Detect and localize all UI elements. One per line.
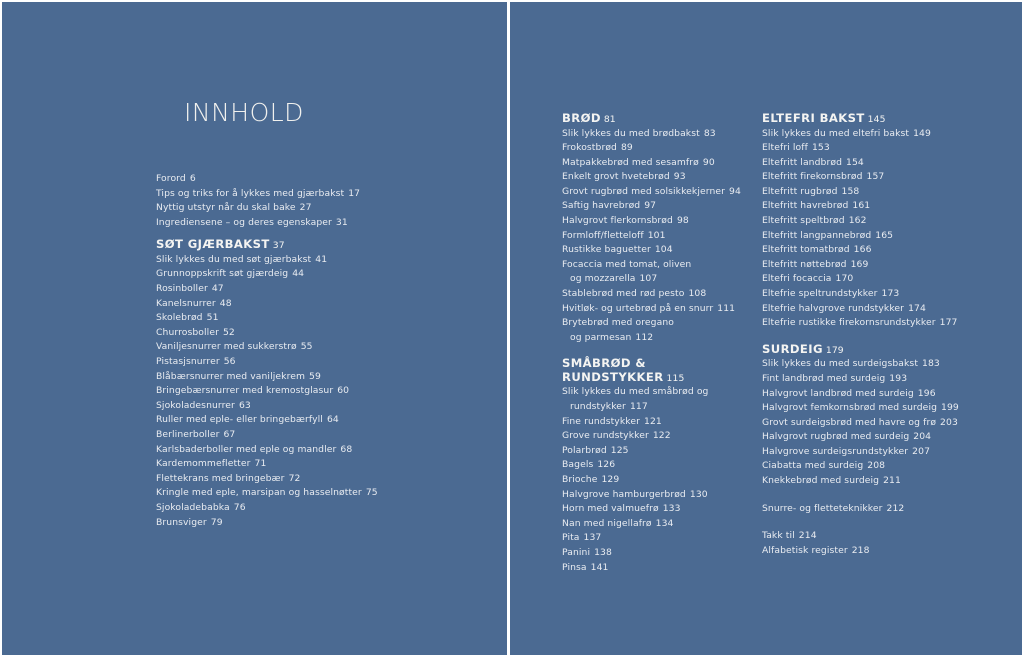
toc-entry-page: 207 bbox=[912, 445, 931, 457]
toc-entry-page: 41 bbox=[315, 253, 328, 265]
toc-entry bbox=[762, 387, 977, 402]
toc-entry-page: 56 bbox=[223, 356, 236, 368]
toc-entry-label: Eltefritt nøttebrød bbox=[762, 258, 847, 270]
toc-entry-label: Sjokoladesnurrer bbox=[156, 399, 235, 411]
toc-entry-label: Eltefrie speltrundstykker bbox=[762, 288, 878, 300]
toc-entry-label: Halvgrovt rugbrød med surdeig bbox=[762, 431, 910, 443]
toc-entry bbox=[762, 459, 977, 474]
toc-entry-label: Rustikke baguetter bbox=[562, 244, 651, 256]
section-heading-page: 37 bbox=[272, 240, 285, 252]
toc-entry-page: 108 bbox=[688, 288, 707, 300]
toc-entry-page: 89 bbox=[620, 142, 633, 154]
toc-entry-label: Slik lykkes du med brødbakst bbox=[562, 127, 700, 139]
toc-entry-page: 64 bbox=[326, 414, 339, 426]
toc-entry-page: 170 bbox=[835, 273, 854, 285]
toc-entry-label: Flettekrans med bringebær bbox=[156, 472, 285, 484]
toc-entry bbox=[762, 502, 977, 517]
toc-entry-page: 55 bbox=[300, 341, 313, 353]
extras-list bbox=[762, 502, 977, 517]
toc-entry-label: Tips og triks for å lykkes med gjærbakst bbox=[156, 187, 345, 199]
toc-entry bbox=[156, 399, 456, 414]
section-heading-text: SURDEIG bbox=[762, 341, 823, 356]
surdeig-list bbox=[762, 357, 977, 488]
toc-entry bbox=[762, 544, 977, 559]
toc-entry-label: Slik lykkes du med småbrød og bbox=[562, 386, 709, 398]
toc-entry bbox=[762, 272, 977, 287]
toc-entry-page: 204 bbox=[913, 431, 932, 443]
toc-entry bbox=[562, 385, 752, 414]
toc-entry-label: Matpakkebrød med sesamfrø bbox=[562, 156, 699, 168]
toc-entry bbox=[156, 413, 456, 428]
toc-entry-label: Halvgrove hamburgerbrød bbox=[562, 488, 686, 500]
closing-list bbox=[762, 529, 977, 558]
toc-entry bbox=[562, 531, 752, 546]
toc-entry-page: 67 bbox=[223, 429, 236, 440]
section-heading-page: 145 bbox=[867, 114, 886, 125]
toc-entry-page: 112 bbox=[635, 331, 654, 343]
toc-entry-page: 203 bbox=[940, 416, 958, 428]
toc-entry-label: Blåbærsnurrer med vaniljekrem bbox=[156, 370, 306, 382]
toc-entry bbox=[562, 316, 752, 345]
toc-entry bbox=[156, 267, 456, 282]
toc-entry-page: 212 bbox=[886, 502, 905, 514]
toc-entry-label: Fint landbrød med surdeig bbox=[762, 372, 886, 384]
toc-entry-label-continued: og parmesan bbox=[570, 331, 632, 343]
toc-entry-page: 104 bbox=[654, 244, 673, 256]
toc-entry bbox=[156, 501, 456, 516]
toc-entry-page: 208 bbox=[867, 460, 886, 472]
toc-entry-label: Eltefrie halvgrove rundstykker bbox=[762, 302, 905, 314]
toc-entry bbox=[762, 243, 977, 258]
smabrod-list bbox=[562, 385, 752, 575]
toc-entry-page: 134 bbox=[655, 517, 674, 529]
section-heading-brod bbox=[562, 112, 752, 127]
toc-entry-label: Eltefritt speltbrød bbox=[762, 215, 845, 227]
toc-entry-label: Pita bbox=[562, 532, 580, 544]
toc-entry-label: Grove rundstykker bbox=[562, 430, 649, 442]
toc-entry-page: 44 bbox=[292, 268, 305, 280]
toc-entry-page: 90 bbox=[702, 156, 715, 168]
toc-entry-page: 141 bbox=[590, 561, 609, 573]
toc-entry-page: 125 bbox=[610, 444, 629, 456]
toc-entry-label: Eltefri focaccia bbox=[762, 273, 832, 285]
toc-entry-label: Bringebærsnurrer med kremostglasur bbox=[156, 385, 334, 397]
toc-entry-page: 121 bbox=[644, 415, 662, 427]
eltefri-list bbox=[762, 127, 977, 331]
toc-entry-label: Halvgrove surdeigsrundstykker bbox=[762, 445, 909, 457]
toc-entry-label: Saftig havrebrød bbox=[562, 200, 641, 212]
toc-entry bbox=[562, 502, 752, 517]
toc-entry-label: Eltefri loff bbox=[762, 142, 808, 154]
toc-entry-page: 94 bbox=[729, 185, 741, 197]
toc-column-right-1 bbox=[562, 112, 752, 575]
toc-entry bbox=[562, 243, 752, 258]
section-heading-text: SØT GJÆRBAKST bbox=[156, 237, 270, 252]
toc-entry-label: Stablebrød med rød pesto bbox=[562, 288, 685, 300]
toc-entry-label: Eltefritt firekornsbrød bbox=[762, 171, 863, 183]
toc-entry-label: Kanelsnurrer bbox=[156, 297, 216, 309]
toc-entry-label: Halvgrovt flerkornsbrød bbox=[562, 215, 673, 227]
toc-entry-page: 154 bbox=[846, 156, 864, 168]
toc-entry-page: 51 bbox=[206, 312, 219, 324]
toc-entry-label: Rosinboller bbox=[156, 283, 208, 295]
section-heading-text-line2: RUNDSTYKKER bbox=[562, 369, 664, 384]
toc-entry bbox=[562, 156, 752, 171]
toc-entry-label: Nan med nigellafrø bbox=[562, 517, 652, 529]
toc-entry bbox=[762, 229, 977, 244]
toc-entry-page: 162 bbox=[848, 215, 867, 227]
toc-entry bbox=[562, 546, 752, 561]
toc-entry-label: Vaniljesnurrer med sukkerstrø bbox=[156, 341, 297, 353]
toc-entry bbox=[156, 311, 456, 326]
toc-entry bbox=[156, 253, 456, 268]
toc-entry bbox=[562, 229, 752, 244]
toc-entry-label: Pistasjsnurrer bbox=[156, 356, 220, 368]
toc-entry bbox=[562, 258, 752, 287]
toc-entry bbox=[156, 486, 456, 501]
toc-entry-page: 157 bbox=[866, 171, 885, 183]
toc-entry-label: Eltefritt langpannebrød bbox=[762, 229, 872, 241]
toc-entry-label: Nyttig utstyr når du skal bake bbox=[156, 202, 296, 214]
toc-entry-label: Eltefritt tomatbrød bbox=[762, 244, 850, 256]
section-heading-sot-gjaerbakst bbox=[156, 238, 456, 253]
toc-entry bbox=[156, 297, 456, 312]
left-page bbox=[2, 2, 507, 655]
brod-list bbox=[562, 127, 752, 346]
toc-entry-label: Snurre- og fletteteknikker bbox=[762, 502, 883, 514]
toc-entry bbox=[762, 401, 977, 416]
toc-entry-label: Grovt surdeigsbrød med havre og frø bbox=[762, 416, 937, 428]
toc-entry-page: 122 bbox=[652, 430, 671, 442]
toc-entry-label: Grunnoppskrift søt gjærdeig bbox=[156, 268, 289, 280]
toc-entry bbox=[156, 428, 456, 443]
toc-entry-label: Panini bbox=[562, 546, 591, 558]
toc-column-right-2 bbox=[762, 112, 977, 558]
toc-entry-page: 169 bbox=[850, 258, 869, 270]
section-heading-text: BRØD bbox=[562, 111, 601, 125]
toc-entry-label: Halvgrovt landbrød med surdeig bbox=[762, 387, 914, 399]
toc-entry-page: 71 bbox=[254, 458, 267, 470]
toc-entry bbox=[562, 141, 752, 156]
toc-column-left bbox=[156, 172, 456, 530]
toc-entry-label: Pinsa bbox=[562, 561, 587, 573]
toc-entry-label: Forord bbox=[156, 173, 186, 184]
toc-entry-label: Slik lykkes du med eltefri bakst bbox=[762, 127, 910, 139]
toc-entry-label: Brytebrød med oregano bbox=[562, 317, 674, 329]
toc-entry bbox=[156, 472, 456, 487]
section-heading-page: 81 bbox=[603, 114, 616, 125]
toc-entry-label: Slik lykkes du med surdeigsbakst bbox=[762, 358, 919, 370]
toc-entry-page: 158 bbox=[841, 185, 860, 197]
toc-entry bbox=[562, 302, 752, 317]
toc-entry-page: 137 bbox=[583, 532, 602, 544]
toc-entry-page: 27 bbox=[299, 202, 312, 214]
toc-entry bbox=[762, 316, 977, 331]
section-heading-surdeig bbox=[762, 343, 977, 358]
section-heading-page: 179 bbox=[825, 344, 844, 356]
toc-entry-label: Ingrediensene – og deres egenskaper bbox=[156, 216, 332, 228]
toc-entry-label: Karlsbaderboller med eple og mandler bbox=[156, 443, 337, 455]
toc-entry bbox=[156, 355, 456, 370]
toc-entry bbox=[562, 517, 752, 532]
toc-entry bbox=[762, 185, 977, 200]
toc-entry bbox=[762, 357, 977, 372]
toc-entry-page: 161 bbox=[852, 200, 871, 212]
toc-entry-label: Focaccia med tomat, oliven bbox=[562, 258, 692, 270]
toc-entry-page: 79 bbox=[210, 516, 223, 528]
right-page bbox=[510, 2, 1022, 655]
toc-entry bbox=[562, 170, 752, 185]
toc-entry-label: Eltefritt rugbrød bbox=[762, 185, 838, 197]
toc-entry-label-continued: rundstykker bbox=[570, 401, 626, 412]
toc-entry bbox=[156, 326, 456, 341]
toc-entry bbox=[562, 561, 752, 576]
toc-entry-label: Brunsviger bbox=[156, 516, 207, 528]
toc-entry-page: 97 bbox=[644, 200, 657, 212]
toc-entry-page: 218 bbox=[851, 544, 870, 556]
toc-entry-page: 199 bbox=[941, 402, 959, 414]
toc-entry-page: 60 bbox=[337, 385, 350, 397]
toc-entry-page: 93 bbox=[673, 171, 686, 183]
toc-entry-page: 76 bbox=[233, 501, 246, 513]
toc-entry-page: 166 bbox=[853, 244, 872, 256]
section-heading-eltefri bbox=[762, 112, 977, 127]
toc-entry-label: Polarbrød bbox=[562, 444, 607, 456]
toc-entry-page: 193 bbox=[889, 372, 908, 384]
toc-entry-label: Brioche bbox=[562, 473, 598, 485]
toc-entry-label: Enkelt grovt hvetebrød bbox=[562, 171, 670, 183]
toc-entry-page: 183 bbox=[922, 358, 940, 370]
toc-entry-label: Grovt rugbrød med solsikkekjerner bbox=[562, 185, 726, 197]
toc-entry bbox=[762, 529, 977, 544]
toc-entry-label: Takk til bbox=[762, 530, 795, 542]
toc-entry bbox=[762, 287, 977, 302]
toc-entry-page: 59 bbox=[309, 370, 321, 382]
toc-entry bbox=[156, 282, 456, 297]
toc-entry-label: Eltefritt havrebrød bbox=[762, 200, 849, 212]
toc-entry bbox=[156, 384, 456, 399]
toc-entry-page: 17 bbox=[348, 187, 361, 199]
page-title: INNHOLD bbox=[184, 98, 304, 127]
section-heading-page: 115 bbox=[666, 372, 685, 384]
toc-entry-label: Skolebrød bbox=[156, 312, 203, 324]
toc-entry bbox=[562, 287, 752, 302]
toc-entry-page: 75 bbox=[365, 487, 378, 499]
toc-entry-label: Knekkebrød med surdeig bbox=[762, 475, 880, 487]
toc-entry bbox=[762, 156, 977, 171]
toc-entry-label: Alfabetisk register bbox=[762, 544, 848, 556]
toc-entry-label: Halvgrovt femkornsbrød med surdeig bbox=[762, 402, 938, 414]
toc-entry-label: Kardemommefletter bbox=[156, 458, 251, 470]
toc-entry-page: 101 bbox=[647, 229, 666, 241]
toc-entry bbox=[762, 258, 977, 273]
toc-entry-label: Kringle med eple, marsipan og hasselnøtter bbox=[156, 487, 362, 499]
toc-entry-label: Formloff/fletteloff bbox=[562, 229, 644, 241]
toc-entry-label: Sjokoladebabka bbox=[156, 501, 230, 513]
toc-entry bbox=[762, 127, 977, 142]
toc-entry bbox=[762, 302, 977, 317]
toc-entry-page: 63 bbox=[238, 399, 251, 411]
toc-entry-page: 52 bbox=[222, 326, 235, 338]
sot-gjaerbakst-list bbox=[156, 253, 456, 530]
toc-entry bbox=[762, 372, 977, 387]
toc-entry bbox=[156, 457, 456, 472]
toc-entry-page: 98 bbox=[676, 215, 689, 227]
toc-entry-label: Eltefritt landbrød bbox=[762, 156, 843, 168]
toc-entry-page: 196 bbox=[917, 387, 936, 399]
toc-entry bbox=[562, 214, 752, 229]
toc-entry bbox=[156, 216, 456, 231]
toc-entry-page: 138 bbox=[594, 546, 612, 558]
toc-entry-label: Ciabatta med surdeig bbox=[762, 460, 864, 472]
toc-entry-page: 126 bbox=[597, 459, 616, 471]
toc-entry-page: 47 bbox=[211, 283, 224, 295]
toc-entry-page: 107 bbox=[639, 273, 658, 285]
toc-entry bbox=[762, 170, 977, 185]
toc-entry-page: 48 bbox=[219, 297, 232, 309]
toc-entry bbox=[562, 429, 752, 444]
toc-entry-label: Fine rundstykker bbox=[562, 415, 640, 427]
toc-entry bbox=[562, 444, 752, 459]
section-heading-text: ELTEFRI BAKST bbox=[762, 111, 865, 125]
toc-entry bbox=[156, 340, 456, 355]
toc-entry-page: 214 bbox=[798, 530, 817, 542]
toc-entry bbox=[562, 127, 752, 142]
toc-entry bbox=[762, 445, 977, 460]
toc-entry-label: Churrosboller bbox=[156, 326, 219, 338]
toc-entry bbox=[562, 415, 752, 430]
toc-entry bbox=[562, 488, 752, 503]
toc-entry-page: 129 bbox=[601, 473, 620, 485]
toc-entry bbox=[156, 187, 456, 202]
toc-entry-page: 72 bbox=[288, 472, 301, 484]
toc-entry bbox=[562, 185, 752, 200]
toc-entry-page: 111 bbox=[717, 302, 736, 314]
toc-entry bbox=[762, 141, 977, 156]
toc-entry-page: 173 bbox=[881, 288, 900, 300]
toc-entry-page: 130 bbox=[689, 488, 708, 500]
toc-entry bbox=[156, 370, 456, 385]
toc-entry-page: 68 bbox=[340, 443, 353, 455]
toc-entry bbox=[762, 430, 977, 445]
toc-entry-page: 83 bbox=[703, 127, 716, 139]
toc-entry-label-continued: og mozzarella bbox=[570, 273, 636, 285]
section-heading-smabrod bbox=[562, 357, 752, 385]
toc-entry bbox=[762, 474, 977, 489]
toc-entry-label: Eltefrie rustikke firekornsrundstykker bbox=[762, 317, 936, 329]
toc-entry-page: 165 bbox=[875, 229, 894, 241]
toc-entry-label: Hvitløk- og urtebrød på en snurr bbox=[562, 302, 714, 314]
intro-list bbox=[156, 172, 456, 230]
toc-entry-page: 31 bbox=[335, 216, 348, 228]
toc-entry-page: 174 bbox=[908, 302, 926, 314]
toc-entry bbox=[156, 516, 456, 531]
toc-entry bbox=[562, 473, 752, 488]
toc-entry-page: 153 bbox=[811, 142, 830, 154]
toc-entry-page: 133 bbox=[662, 503, 681, 515]
toc-entry-page: 6 bbox=[189, 173, 196, 184]
toc-entry bbox=[762, 416, 977, 431]
section-heading-text: SMÅBRØD & bbox=[562, 356, 646, 371]
toc-entry bbox=[562, 458, 752, 473]
toc-entry-page: 177 bbox=[939, 317, 958, 329]
toc-entry-page: 117 bbox=[629, 401, 648, 412]
toc-entry bbox=[562, 199, 752, 214]
toc-entry bbox=[156, 443, 456, 458]
toc-entry bbox=[762, 214, 977, 229]
toc-entry-label: Horn med valmuefrø bbox=[562, 503, 659, 515]
toc-entry bbox=[156, 172, 456, 187]
toc-entry-label: Bagels bbox=[562, 459, 594, 471]
toc-entry-page: 149 bbox=[913, 127, 931, 139]
toc-entry bbox=[762, 199, 977, 214]
toc-entry-label: Ruller med eple- eller bringebærfyll bbox=[156, 414, 323, 426]
toc-entry-label: Frokostbrød bbox=[562, 142, 617, 154]
toc-entry-label: Slik lykkes du med søt gjærbakst bbox=[156, 253, 312, 265]
toc-entry-label: Berlinerboller bbox=[156, 429, 220, 440]
toc-entry-page: 211 bbox=[883, 475, 901, 487]
toc-entry bbox=[156, 201, 456, 216]
